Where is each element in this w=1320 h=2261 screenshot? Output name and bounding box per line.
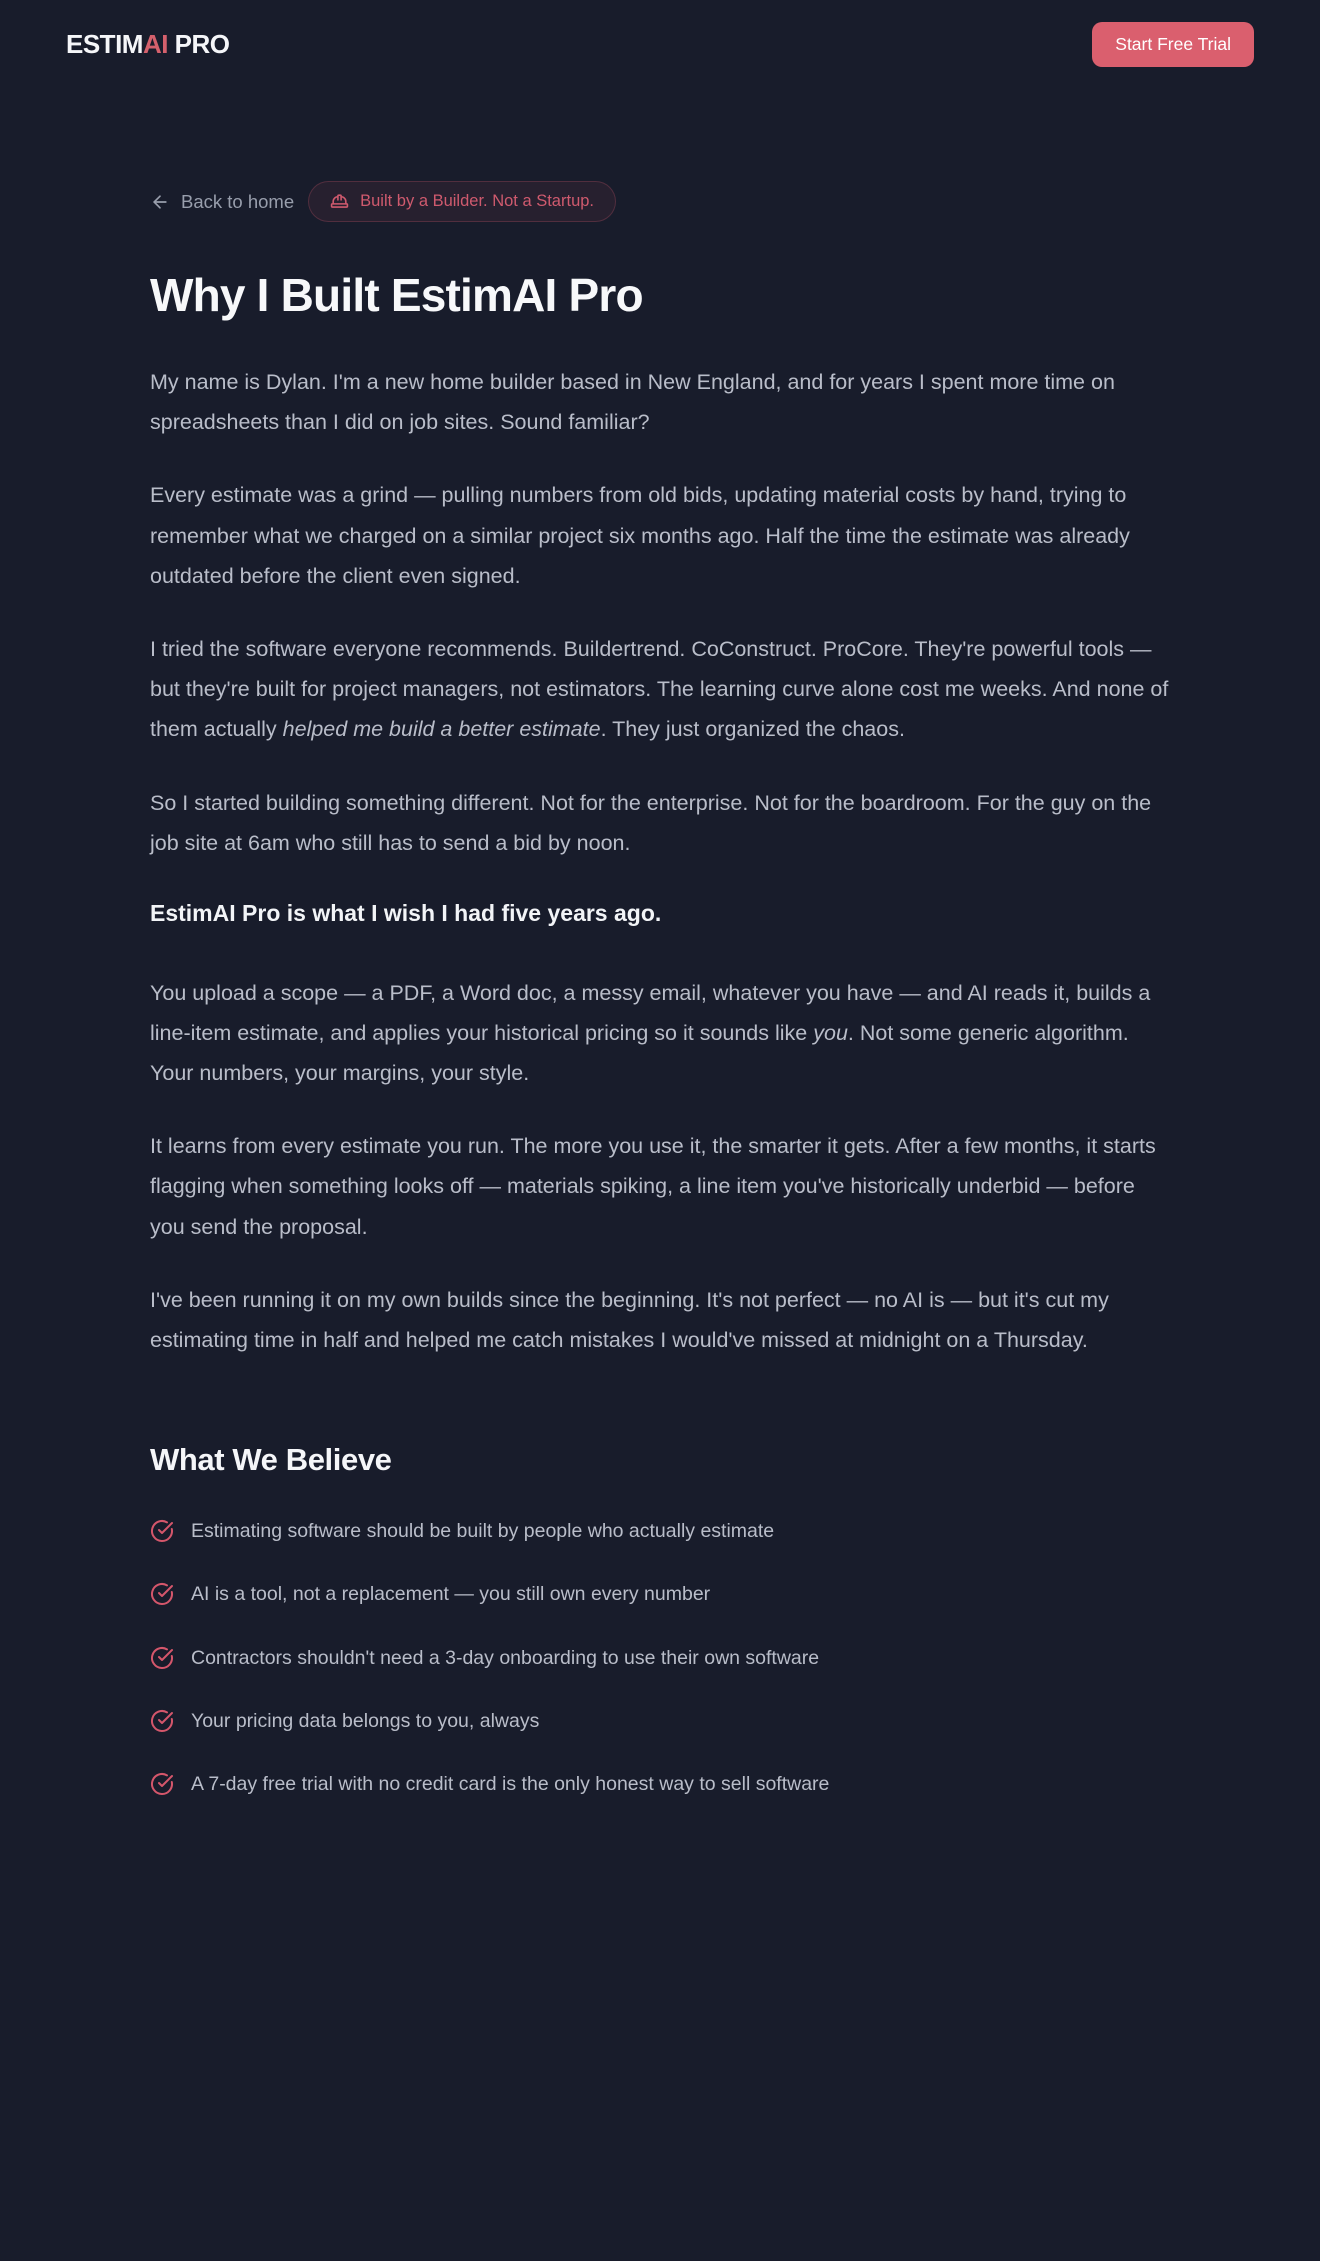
italic-phrase: helped me build a better estimate xyxy=(282,717,601,742)
brand-logo[interactable] xyxy=(66,29,230,60)
belief-item xyxy=(150,1645,1170,1677)
back-to-home-label: Back to home xyxy=(181,190,295,212)
back-row xyxy=(150,181,1170,222)
check-circle-icon xyxy=(150,1519,174,1550)
logo-text: ESTIM xyxy=(66,29,143,59)
main-content xyxy=(150,85,1170,1804)
beliefs-list xyxy=(150,1518,1170,1804)
belief-item xyxy=(150,1771,1170,1803)
story-paragraph-2: Every estimate was a grind — pulling numbers from old bids, updating material costs by hand, trying to remember what we charged on a similar project six months ago. Half the time the estimate was already outdated before the client even signed. xyxy=(150,483,1130,588)
story-section xyxy=(150,362,1170,1360)
top-navbar xyxy=(0,0,1320,85)
arrow-left-icon xyxy=(150,192,170,212)
beliefs-heading: What We Believe xyxy=(150,1442,392,1478)
story-paragraph-3: I tried the software everyone recommends. Buildertrend. CoConstruct. ProCore. They're powerful tools — but they're built for project managers, not estimators. The learning curve alone cost me weeks. And none of them actually helped me build a better estimate. They just organized the chaos. xyxy=(150,637,1169,742)
story-paragraph-5: You upload a scope — a PDF, a Word doc, a messy email, whatever you have — and AI reads it, builds a line-item estimate, and applies your historical pricing so it sounds like you. Not some generic algorithm. Your numbers, your margins, your style. xyxy=(150,980,1151,1085)
check-circle-icon xyxy=(150,1772,174,1803)
belief-item-label: Estimating software should be built by people who actually estimate xyxy=(191,1520,775,1543)
builder-badge-label: Built by a Builder. Not a Startup. xyxy=(360,192,595,210)
story-paragraph-6: It learns from every estimate you run. The more you use it, the smarter it gets. After a few months, it starts flagging when something looks off — materials spiking, a line item you've historically underbid — before you send the proposal. xyxy=(150,1134,1156,1239)
check-circle-icon xyxy=(150,1582,174,1613)
belief-item xyxy=(150,1518,1170,1550)
logo-text-suffix: PRO xyxy=(167,29,230,59)
start-free-trial-button[interactable]: Start Free Trial xyxy=(1092,22,1254,67)
story-paragraph-4: So I started building something different. Not for the enterprise. Not for the boardroom. For the guy on the job site at 6am who still has to send a bid by noon. xyxy=(150,790,1152,855)
builder-badge xyxy=(308,181,616,222)
belief-item-label: A 7-day free trial with no credit card is the only honest way to sell software xyxy=(191,1773,830,1796)
belief-item-label: Your pricing data belongs to you, always xyxy=(191,1710,540,1733)
story-paragraph-1: My name is Dylan. I'm a new home builder based in New England, and for years I spent more time on spreadsheets than I did on job sites. Sound familiar? xyxy=(150,370,1115,435)
belief-item-label: Contractors shouldn't need a 3-day onboarding to use their own software xyxy=(191,1646,820,1669)
check-circle-icon xyxy=(150,1709,174,1740)
belief-item xyxy=(150,1708,1170,1740)
italic-phrase: you xyxy=(813,1020,848,1045)
logo-accent-text: AI xyxy=(142,29,168,59)
hard-hat-icon xyxy=(330,192,349,211)
belief-item xyxy=(150,1581,1170,1613)
belief-item-label: AI is a tool, not a replacement — you still own every number xyxy=(191,1583,711,1606)
story-highlight: EstimAI Pro is what I wish I had five years ago. xyxy=(150,900,662,927)
check-circle-icon xyxy=(150,1646,174,1677)
back-to-home-link[interactable] xyxy=(150,191,294,213)
page-title: Why I Built EstimAI Pro xyxy=(150,269,643,321)
story-paragraph-7: I've been running it on my own builds since the beginning. It's not perfect — no AI is — but it's cut my estimating time in half and helped me catch mistakes I would've missed at midnight on a Thursday. xyxy=(150,1287,1109,1352)
